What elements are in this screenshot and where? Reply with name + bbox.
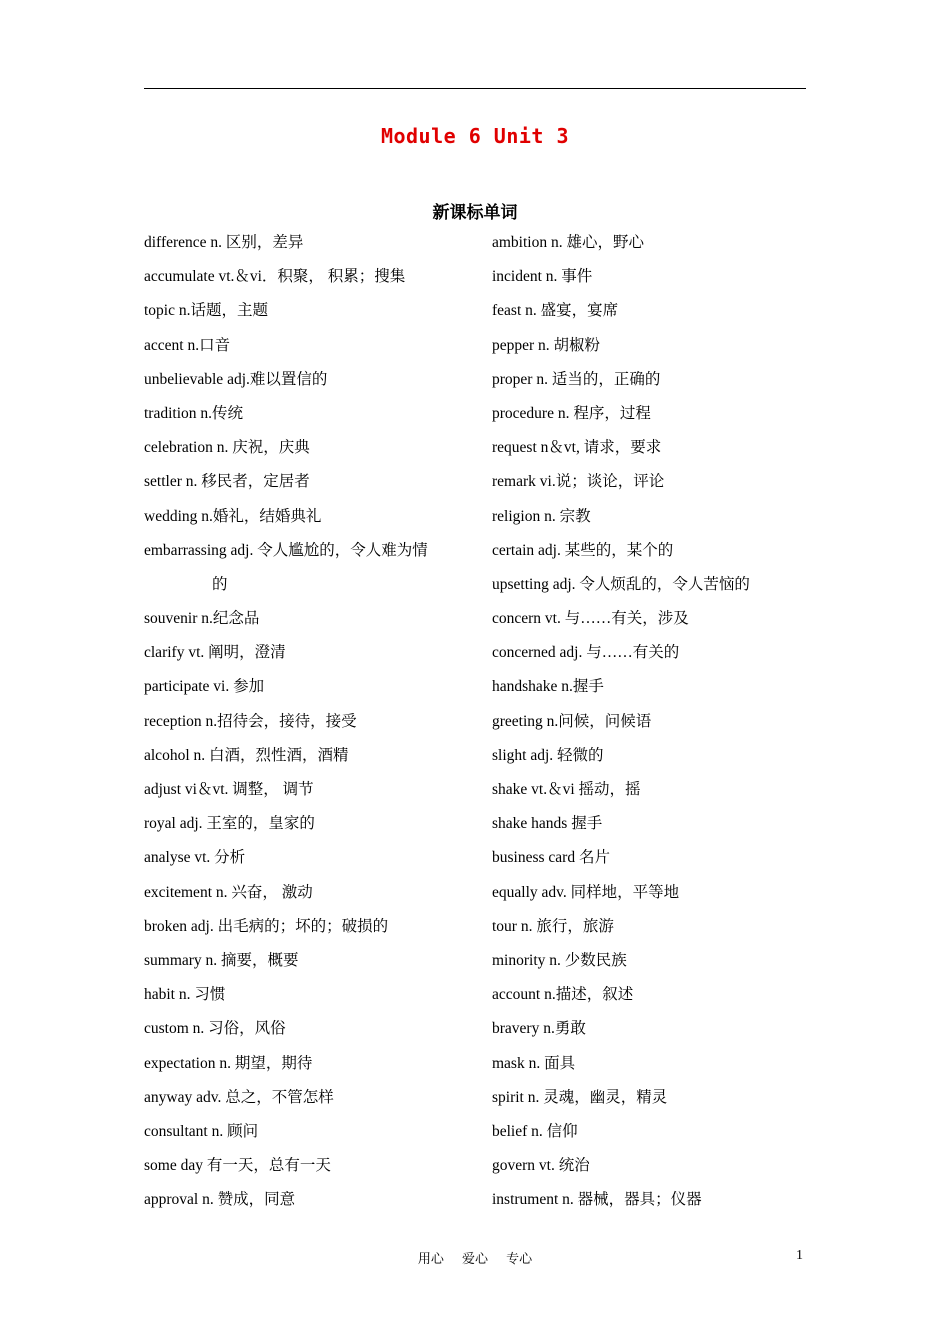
- vocab-entry: religion n. 宗教: [492, 507, 591, 525]
- vocab-entry: participate vi. 参加: [144, 678, 265, 696]
- vocab-entry: clarify vt. 阐明，澄清: [144, 644, 286, 662]
- page-number: 1: [796, 1248, 803, 1263]
- vocab-entry: difference n. 区别，差异: [144, 234, 304, 251]
- vocab-entry: greeting n.问候，问候语: [492, 712, 652, 730]
- vocab-entry: procedure n. 程序，过程: [492, 404, 651, 422]
- vocab-entry: remark vi.说；谈论，评论: [492, 473, 665, 491]
- vocab-entry: govern vt. 统治: [492, 1157, 590, 1175]
- vocab-entry: proper n. 适当的，正确的: [492, 370, 661, 388]
- vocab-entry: bravery n.勇敢: [492, 1020, 586, 1038]
- footer-motto-word: 专心: [506, 1252, 533, 1267]
- vocab-entry: topic n.话题，主题: [144, 302, 268, 320]
- page-title: Module 6 Unit 3: [380, 124, 570, 148]
- vocab-entry-wrapped: [144, 539, 474, 607]
- vocab-entry: summary n. 摘要，概要: [144, 951, 299, 969]
- vocab-entry: ambition n. 雄心，野心: [492, 234, 644, 251]
- vocab-entry: broken adj. 出毛病的；坏的；破损的: [144, 917, 389, 935]
- vocab-entry: celebration n. 庆祝，庆典: [144, 439, 310, 457]
- vocab-entry-text: embarrassing adj. 令人尴尬的，令人难为情: [144, 541, 428, 559]
- vocab-entry: custom n. 习俗，风俗: [144, 1020, 286, 1038]
- vocab-entry: expectation n. 期望，期待: [144, 1054, 313, 1072]
- footer-motto-word: 爱心: [461, 1252, 488, 1267]
- vocab-entry: unbelievable adj.难以置信的: [144, 370, 328, 388]
- vocab-entry: spirit n. 灵魂，幽灵，精灵: [492, 1088, 668, 1106]
- vocab-entry: slight adj. 轻微的: [492, 746, 604, 764]
- vocab-entry: adjust vi＆vt. 调整， 调节: [144, 781, 314, 799]
- footer-motto: [0, 1248, 950, 1267]
- vocab-entry: accumulate vt.＆vi．积聚， 积累；搜集: [144, 268, 406, 286]
- vocab-entry: anyway adv. 总之，不管怎样: [144, 1088, 334, 1106]
- vocab-entry: request n＆vt, 请求，要求: [492, 439, 662, 457]
- vocab-entry: handshake n.握手: [492, 678, 604, 696]
- vocab-entry: pepper n. 胡椒粉: [492, 336, 601, 354]
- vocab-entry: concerned adj. 与……有关的: [492, 644, 680, 662]
- vocab-entry: reception n.招待会，接待，接受: [144, 712, 357, 730]
- vocab-entry: shake vt.＆vi 摇动，摇: [492, 781, 641, 798]
- vocab-entry: account n.描述，叙述: [492, 986, 634, 1004]
- vocab-entry: mask n. 面具: [492, 1054, 576, 1072]
- vocab-entry: equally adv. 同样地，平等地: [492, 883, 680, 901]
- vocab-entry: habit n. 习惯: [144, 986, 226, 1004]
- section-heading: 新课标单词: [432, 203, 518, 223]
- vocab-entry-continuation: 的: [212, 575, 228, 593]
- footer-motto-word: 用心: [417, 1252, 444, 1267]
- vocab-entry: upsetting adj. 令人烦乱的，令人苦恼的: [492, 575, 750, 593]
- vocab-column-left: [144, 231, 474, 1222]
- vocab-entry: certain adj. 某些的，某个的: [492, 541, 674, 559]
- vocab-entry: souvenir n.纪念品: [144, 610, 260, 628]
- vocab-entry: feast n. 盛宴，宴席: [492, 302, 619, 320]
- vocab-entry: tour n. 旅行，旅游: [492, 917, 614, 935]
- vocab-entry: minority n. 少数民族: [492, 951, 627, 969]
- vocab-entry: incident n. 事件: [492, 268, 593, 286]
- vocab-entry: instrument n. 器械，器具；仪器: [492, 1191, 702, 1209]
- vocab-entry: belief n. 信仰: [492, 1122, 578, 1140]
- vocab-entry: concern vt. 与……有关，涉及: [492, 610, 689, 628]
- vocab-entry: wedding n.婚礼，结婚典礼: [144, 507, 322, 525]
- vocab-entry: excitement n. 兴奋， 激动: [144, 883, 313, 901]
- vocab-entry: approval n. 赞成，同意: [144, 1191, 296, 1209]
- vocab-entry: tradition n.传统: [144, 404, 244, 422]
- header-rule: [144, 88, 806, 89]
- vocab-entry: settler n. 移民者，定居者: [144, 473, 310, 491]
- vocab-entry: analyse vt. 分析: [144, 849, 246, 867]
- vocab-entry: some day 有一天，总有一天: [144, 1157, 331, 1175]
- vocab-entry: royal adj. 王室的，皇家的: [144, 815, 315, 833]
- vocab-entry: consultant n. 顾问: [144, 1122, 259, 1140]
- vocab-entry: business card 名片: [492, 849, 610, 867]
- vocab-column-right: [492, 231, 812, 1222]
- vocab-entry: shake hands 握手: [492, 815, 603, 833]
- vocab-entry: accent n.口音: [144, 336, 231, 354]
- vocab-entry: alcohol n. 白酒，烈性酒，酒精: [144, 746, 349, 764]
